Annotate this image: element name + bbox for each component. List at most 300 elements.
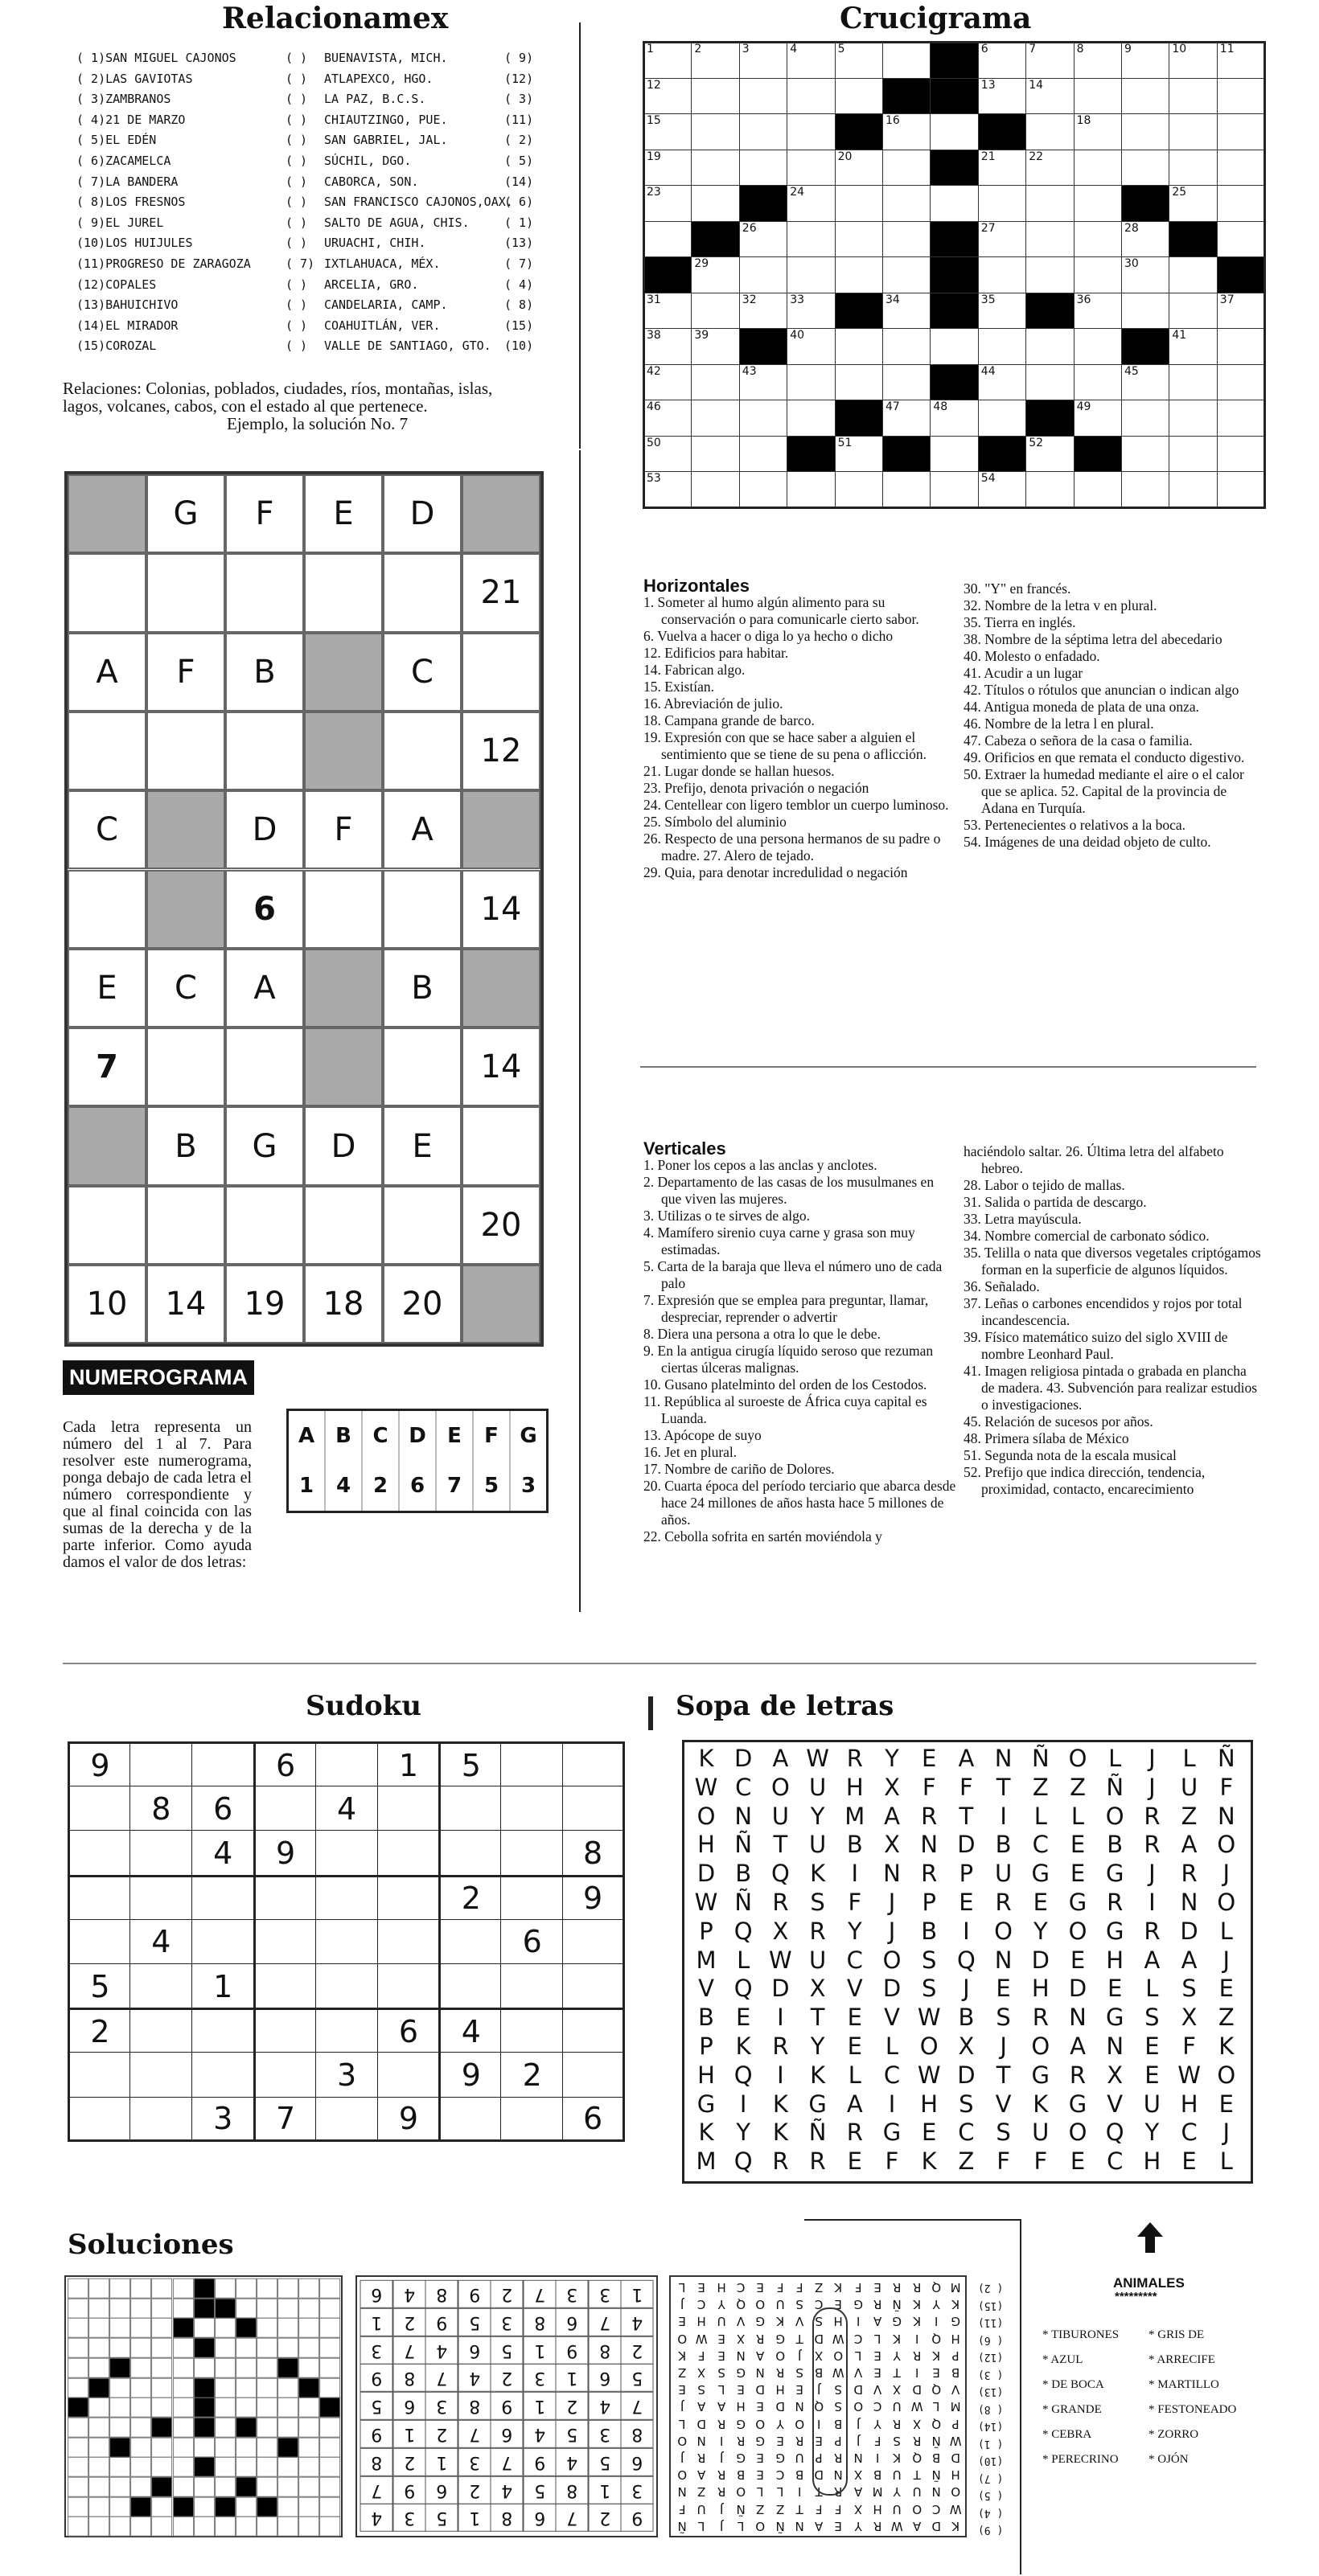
sopa-letter: N [1180, 1889, 1198, 1916]
animal-name: * CEBRA [1042, 2428, 1092, 2441]
sudoku-cell: 6 [377, 2008, 440, 2053]
sopa-letter: X [884, 1831, 900, 1859]
sopa-letter: R [1144, 1831, 1161, 1859]
animal-name: * OJÓN [1148, 2453, 1189, 2466]
solution-sopa-letter: K [893, 2451, 902, 2466]
numerograma-cell: B [383, 949, 462, 1028]
solution-crossword-cell [215, 2477, 236, 2497]
solution-sopa-letter: L [717, 2382, 725, 2398]
solution-sopa-letter: W [949, 2501, 962, 2517]
sudoku-cell [562, 1786, 625, 1831]
solution-crossword-cell [109, 2418, 130, 2438]
sudoku-cell: 2 [438, 1875, 501, 1920]
sopa-letter: F [885, 2147, 899, 2176]
solution-sopa-letter: N [853, 2451, 863, 2466]
solution-sopa-letter: N [795, 2518, 804, 2533]
sopa-letter: K [772, 2119, 788, 2147]
solution-crossword-cell [215, 2279, 236, 2299]
numerograma-cell: B [225, 633, 304, 712]
solution-crossword-cell [109, 2457, 130, 2477]
sopa-letter: N [734, 1802, 753, 1830]
verticales-title: Verticales [643, 1138, 726, 1159]
animal-name: * TIBURONES [1042, 2328, 1120, 2341]
sopa-letter: H [845, 1773, 864, 1801]
solution-sopa-letter: K [912, 2314, 921, 2329]
sopa-letter: E [847, 2004, 862, 2032]
soluciones-title: Soluciones [68, 2229, 234, 2261]
solution-crossword-cell [88, 2318, 109, 2338]
sopa-letter: J [1000, 2032, 1007, 2060]
rel-left: ( 4)21 DE MARZO [76, 112, 186, 127]
solution-sopa-letter: L [776, 2484, 783, 2500]
solution-crossword-cell [151, 2299, 172, 2319]
crossword-number: 27 [980, 221, 996, 235]
solution-crossword-cell [236, 2477, 257, 2497]
numerograma-cell [225, 1186, 304, 1265]
numerograma-cell [146, 1028, 225, 1106]
solution-sopa-letter: J [797, 2348, 802, 2363]
solution-sudoku-cell: 3 [360, 2336, 393, 2365]
solution-sopa-letter: X [853, 2501, 862, 2517]
rel-right: CABORCA, SON. [324, 174, 419, 189]
solution-crossword-cell [130, 2497, 151, 2517]
crossword-number: 41 [1172, 329, 1187, 342]
solution-sudoku-cell: 7 [524, 2280, 557, 2308]
solution-crossword-cell [194, 2438, 215, 2458]
crossword-number: 3 [742, 43, 750, 55]
sudoku-cell: 8 [129, 1786, 192, 1831]
solution-crossword-cell [236, 2517, 257, 2537]
solution-sudoku-cell: 5 [524, 2476, 557, 2504]
sudoku-cell [253, 1963, 316, 2008]
solution-sopa-letter: I [856, 2314, 861, 2329]
crossword-number: 35 [980, 293, 996, 306]
sopa-letter: I [1148, 1889, 1156, 1916]
solution-crossword-cell [277, 2338, 298, 2358]
solution-crossword-cell [194, 2497, 215, 2517]
solution-crossword-cell [194, 2378, 215, 2398]
sopa-letter: O [882, 1946, 902, 1974]
numerograma-cell: 12 [462, 712, 540, 790]
solution-crossword-cell [88, 2438, 109, 2458]
solution-sopa-letter: E [756, 2280, 765, 2295]
solution-crossword-cell [298, 2418, 319, 2438]
sopa-letter: C [735, 1773, 752, 1801]
solution-sopa-letter: A [815, 2518, 824, 2533]
solution-sopa-letter: A [853, 2484, 862, 2500]
key-letter: G [510, 1410, 548, 1462]
solution-crossword-cell [277, 2378, 298, 2398]
solution-sudoku-cell: 9 [360, 2420, 393, 2448]
solution-crossword-cell [277, 2358, 298, 2378]
clue-horizontal: 40. Molesto o enfadado. [964, 648, 1100, 664]
numerograma-cell: E [68, 949, 146, 1028]
sopa-letter: G [1031, 2061, 1050, 2089]
clue-horizontal: 15. Existían. [643, 679, 714, 695]
sopa-letter: E [1070, 1831, 1086, 1859]
solution-sopa-letter: G [736, 2365, 746, 2381]
solution-crossword-cell [236, 2358, 257, 2378]
sopa-letter: U [1180, 1773, 1198, 1801]
solution-sopa-letter: V [795, 2314, 804, 2329]
solution-sudoku-cell: 2 [491, 2364, 524, 2392]
sopa-letter: L [1108, 1745, 1122, 1772]
solution-sopa-letter: Y [893, 2348, 902, 2363]
rel-left: (13)BAHUICHIVO [76, 297, 179, 313]
numerograma-cell: E [304, 474, 383, 553]
crossword-number: 36 [1076, 293, 1091, 306]
solution-crossword-cell [68, 2517, 88, 2537]
solution-sudoku-cell: 6 [589, 2364, 622, 2392]
sudoku-cell [315, 2008, 378, 2053]
sopa-letter: U [771, 1802, 789, 1830]
clue-vertical: 13. Apócope de suyo [643, 1427, 762, 1443]
crossword-frame [643, 41, 1266, 509]
solution-sopa-letter: O [677, 2467, 688, 2483]
solution-sopa-letter: L [757, 2484, 764, 2500]
numerograma-cell [383, 553, 462, 632]
numerograma-cell [146, 790, 225, 869]
numerograma-cell [146, 553, 225, 632]
sudoku-cell [315, 1875, 378, 1920]
sopa-letter: D [882, 1975, 902, 2003]
numerograma-cell [304, 1186, 383, 1265]
solution-sudoku-cell: 4 [458, 2364, 491, 2392]
sopa-letter: C [846, 1946, 863, 1974]
crossword-number: 42 [647, 364, 661, 378]
solution-crossword-cell [194, 2477, 215, 2497]
solution-sudoku-cell: 4 [360, 2504, 393, 2532]
solution-sopa-letter: J [856, 2433, 861, 2448]
sopa-letter: I [777, 2061, 784, 2089]
sudoku-cell: 9 [68, 1741, 130, 1786]
sopa-letter: K [810, 2061, 826, 2089]
solution-crossword-cell [68, 2398, 88, 2418]
sopa-letter: S [921, 1946, 937, 1974]
sopa-letter: E [1070, 1860, 1086, 1888]
sopa-letter: F [1033, 2147, 1048, 2176]
sopa-letter: T [959, 1802, 974, 1830]
solution-sopa-letter: E [756, 2399, 765, 2414]
solution-sopa-letter: A [697, 2399, 706, 2414]
numerograma-cell [68, 870, 146, 949]
solution-sopa-letter: U [892, 2501, 902, 2517]
solution-sudoku-cell: 6 [425, 2476, 458, 2504]
solution-rel-answer: ( 1) [978, 2437, 1004, 2450]
sudoku-cell [500, 1963, 563, 2008]
solution-crossword-cell [298, 2438, 319, 2458]
solution-sopa-letter: K [932, 2348, 940, 2363]
solution-sopa-letter: R [873, 2518, 882, 2533]
clue-vertical: 45. Relación de sucesos por años. [964, 1413, 1153, 1430]
sopa-letter: D [1180, 1917, 1198, 1945]
clue-vertical: 37. Leñas o carbones encendidos y rojos por total incandescencia. [964, 1295, 1243, 1328]
solution-sopa-letter: I [934, 2314, 939, 2329]
crossword-number: 39 [694, 329, 709, 342]
solution-crossword-cell [194, 2358, 215, 2378]
sopa-letter: T [810, 2004, 825, 2032]
crossword-number: 47 [885, 400, 900, 413]
solution-sudoku-cell: 2 [556, 2392, 589, 2420]
solution-sudoku-cell: 1 [621, 2280, 654, 2308]
sopa-letter: R [1144, 1802, 1161, 1830]
solution-sopa-letter: L [737, 2518, 745, 2533]
numerograma-cell [146, 1186, 225, 1265]
rel-left: ( 7)LA BANDERA [76, 174, 179, 189]
solution-sopa-letter: V [853, 2365, 862, 2381]
solution-sopa-letter: O [755, 2518, 766, 2533]
solution-crossword-cell [68, 2477, 88, 2497]
rel-paren: ( ) [286, 51, 308, 65]
clue-vertical: 2. Departamento de las casas de los musulmanes en que viven las mujeres. [643, 1174, 935, 1207]
arrow-up-icon [1134, 2221, 1166, 2254]
rel-num: ( 7) [504, 256, 534, 271]
sudoku-cell [438, 1786, 501, 1831]
solution-crossword-cell [319, 2438, 340, 2458]
solution-sopa-letter: R [736, 2433, 746, 2448]
solution-sopa-letter: F [873, 2433, 881, 2448]
rel-num: (10) [504, 338, 534, 354]
clue-vertical: 3. Utilizas o te sirves de algo. [643, 1208, 811, 1224]
solution-sopa-letter: E [834, 2518, 843, 2533]
sopa-letter: Ñ [1217, 1745, 1235, 1772]
solution-sopa-letter: L [932, 2399, 940, 2414]
clue-horizontal: 16. Abreviación de julio. [643, 695, 783, 712]
sopa-letter: U [808, 1831, 827, 1859]
solution-sudoku-cell: 8 [556, 2476, 589, 2504]
numerograma-cell [462, 949, 540, 1028]
solution-crossword-cell [151, 2457, 172, 2477]
clue-horizontal: 29. Quia, para denotar incredulidad o negación [643, 864, 908, 880]
sopa-letter: C [1107, 2147, 1124, 2176]
numerograma-cell: C [146, 949, 225, 1028]
sopa-letter: M [696, 2147, 717, 2176]
crossword-number: 19 [647, 150, 661, 163]
solution-sopa-letter: N [696, 2433, 707, 2448]
sopa-letter: G [808, 2090, 827, 2118]
sopa-letter: O [1068, 1745, 1087, 1772]
numerograma-cell [225, 553, 304, 632]
solution-sopa-letter: C [853, 2331, 863, 2346]
solution-crossword-cell [298, 2299, 319, 2319]
rel-left: ( 3)ZAMBRANOS [76, 92, 171, 107]
sopa-letter: W [694, 1889, 718, 1916]
rel-row [76, 151, 535, 171]
numerograma-cell: D [225, 790, 304, 869]
solution-sopa-letter: E [717, 2348, 725, 2363]
solution-sopa-letter: P [951, 2416, 959, 2431]
sopa-letter: F [996, 2147, 1010, 2176]
sopa-letter: K [810, 1860, 826, 1888]
sopa-letter: O [1217, 2061, 1236, 2089]
solution-sopa-letter: C [775, 2467, 784, 2483]
sopa-letter: L [1070, 1802, 1085, 1830]
solution-sudoku-cell: 9 [524, 2448, 557, 2476]
solution-sopa-letter: H [873, 2501, 882, 2517]
solution-sopa-letter: K [951, 2297, 960, 2312]
solution-sopa-letter: R [893, 2416, 902, 2431]
sopa-letter: C [883, 2061, 901, 2089]
solution-crossword-cell [151, 2318, 172, 2338]
solution-sopa-letter: W [949, 2433, 962, 2448]
clue-horizontal: 18. Campana grande de barco. [643, 712, 815, 728]
solution-crossword-cell [173, 2457, 194, 2477]
clues-divider [640, 1066, 1256, 1068]
sopa-accent-bar [648, 1696, 653, 1730]
sopa-letter: O [1217, 1889, 1236, 1916]
solution-sudoku-cell: 5 [458, 2308, 491, 2336]
solution-crossword-cell [236, 2497, 257, 2517]
clue-vertical: 9. En la antigua cirugía líquido seroso que rezuman ciertas úlceras malignas. [643, 1343, 934, 1376]
sopa-letter: R [1069, 2061, 1087, 2089]
solution-crossword-cell [257, 2279, 277, 2299]
solution-crossword-cell [173, 2318, 194, 2338]
solution-sopa-letter: A [717, 2399, 725, 2414]
solution-sopa-letter: G [755, 2314, 766, 2329]
sopa-letter: D [771, 1975, 790, 2003]
sopa-letter: A [1181, 1946, 1198, 1974]
rel-num: (14) [504, 174, 534, 189]
clue-horizontal: 24. Centellear con ligero temblor un cuerpo luminoso. [643, 797, 949, 813]
sopa-title: Sopa de letras [676, 1690, 894, 1722]
solution-crossword-cell [88, 2517, 109, 2537]
numerograma-cell: F [146, 633, 225, 712]
relacionamex-note-3: Ejemplo, la solución No. 7 [227, 414, 409, 433]
sudoku-cell [377, 1830, 440, 1875]
numerograma-cell [462, 474, 540, 553]
crossword-number: 33 [790, 293, 805, 306]
solution-crossword-cell [277, 2279, 298, 2299]
solution-sopa-letter: Y [932, 2297, 940, 2312]
solution-crossword-cell [68, 2279, 88, 2299]
sudoku-cell [191, 2052, 254, 2097]
numerograma-cell [304, 949, 383, 1028]
rel-paren: ( ) [286, 215, 308, 230]
solution-sopa-letter: E [775, 2433, 784, 2448]
sudoku-cell: 8 [562, 1830, 625, 1875]
solution-crossword-cell [236, 2457, 257, 2477]
sudoku-cell: 6 [500, 1919, 563, 1964]
animal-name: * FESTONEADO [1148, 2403, 1237, 2416]
sopa-letter: S [996, 2119, 1011, 2147]
sudoku-cell [191, 1919, 254, 1964]
clue-vertical: 34. Nombre comercial de carbonato sódico. [964, 1228, 1210, 1244]
rel-paren: ( ) [286, 133, 308, 148]
rel-row [76, 69, 535, 89]
sopa-letter: B [698, 2004, 714, 2032]
solution-sopa-letter: E [756, 2467, 765, 2483]
solution-sudoku-cell: 8 [360, 2448, 393, 2476]
solution-crossword-cell [130, 2358, 151, 2378]
solution-crossword-cell [109, 2378, 130, 2398]
numerograma-cell [68, 1186, 146, 1265]
solution-crossword-cell [215, 2517, 236, 2537]
sopa-letter: N [920, 1831, 939, 1859]
rel-paren: ( ) [286, 92, 308, 107]
sopa-letter: H [1180, 2090, 1198, 2118]
clue-vertical: 52. Prefijo que indica dirección, tendencia, proximidad, contacto, encarecimiento [964, 1464, 1206, 1497]
key-letter: B [325, 1410, 362, 1462]
sopa-letter: Y [1144, 2119, 1160, 2147]
animales-title: ANIMALES [1113, 2275, 1185, 2291]
solution-sopa-letter: D [755, 2382, 766, 2398]
solution-sudoku-cell: 8 [458, 2392, 491, 2420]
sopa-letter: L [1033, 1802, 1047, 1830]
sopa-letter: L [885, 2032, 899, 2060]
sudoku-cell [191, 1875, 254, 1920]
sudoku-cell [377, 1786, 440, 1831]
solution-sopa-letter: Z [756, 2501, 765, 2517]
sopa-letter: D [696, 1860, 716, 1888]
solution-crossword-cell [151, 2378, 172, 2398]
solution-crossword-cell [88, 2378, 109, 2398]
numerograma-cell: 14 [146, 1265, 225, 1343]
clue-horizontal: 50. Extraer la humedad mediante el aire o el calor que se aplica. 52. Capital de la provincia de Adana en Turquía. [964, 766, 1244, 816]
solution-sopa-letter: Y [873, 2416, 881, 2431]
solution-sopa-letter: R [697, 2451, 706, 2466]
rel-row [76, 233, 535, 253]
solution-sopa-letter: G [853, 2297, 863, 2312]
solution-crossword-cell [173, 2517, 194, 2537]
solution-crossword-cell [173, 2398, 194, 2418]
rel-row [76, 89, 535, 109]
sopa-letter: T [773, 1831, 788, 1859]
solution-sudoku-cell: 7 [425, 2364, 458, 2392]
clue-horizontal: 25. Símbolo del aluminio [643, 814, 787, 830]
sopa-letter: Q [733, 2061, 753, 2089]
sopa-letter: H [1143, 2147, 1161, 2176]
solution-crossword-cell [88, 2477, 109, 2497]
solution-crossword-cell [298, 2279, 319, 2299]
sopa-letter: D [1031, 1946, 1050, 1974]
clue-horizontal: 53. Pertenecientes o relativos a la boca. [964, 817, 1186, 833]
numerograma-cell: A [225, 949, 304, 1028]
numerograma-cell [462, 1106, 540, 1185]
sopa-letter: I [777, 2004, 784, 2032]
solution-sudoku-cell: 1 [524, 2392, 557, 2420]
solution-sopa-letter: J [856, 2416, 861, 2431]
rel-right: SAN FRANCISCO CAJONOS,OAX. [324, 195, 513, 210]
sopa-letter: C [1032, 1831, 1049, 1859]
solution-crossword-cell [257, 2299, 277, 2319]
solution-sopa-letter: C [873, 2399, 882, 2414]
sopa-letter: R [846, 1745, 863, 1772]
crossword-number: 22 [1029, 150, 1044, 163]
numerograma-cell: E [383, 1106, 462, 1185]
animal-name: * GRANDE [1042, 2403, 1102, 2416]
sopa-letter: L [737, 1946, 750, 1974]
sopa-letter: K [1218, 2032, 1235, 2060]
sudoku-cell [253, 1786, 316, 1831]
solution-sopa-letter: U [775, 2297, 785, 2312]
solution-sopa-letter: L [854, 2348, 862, 2363]
solution-crossword-cell [88, 2338, 109, 2358]
sopa-letter: E [996, 1975, 1011, 2003]
solution-crossword-cell [319, 2378, 340, 2398]
solution-crossword-cell [277, 2457, 298, 2477]
sopa-letter: Z [1070, 1773, 1086, 1801]
sopa-letter: U [1032, 2119, 1050, 2147]
solution-sopa-letter: J [817, 2382, 821, 2398]
clue-vertical: 41. Imagen religiosa pintada o grabada en plancha de madera. 43. Subvención para realizar estudios o investigaciones. [964, 1363, 1258, 1413]
solution-sopa-letter: P [835, 2433, 843, 2448]
solution-crossword-cell [319, 2318, 340, 2338]
sudoku-cell [129, 1963, 192, 2008]
solution-sopa-letter: E [697, 2280, 706, 2295]
horizontales-col-a [643, 577, 957, 881]
sopa-letter: R [1107, 1889, 1124, 1916]
crossword-number: 4 [790, 43, 798, 55]
